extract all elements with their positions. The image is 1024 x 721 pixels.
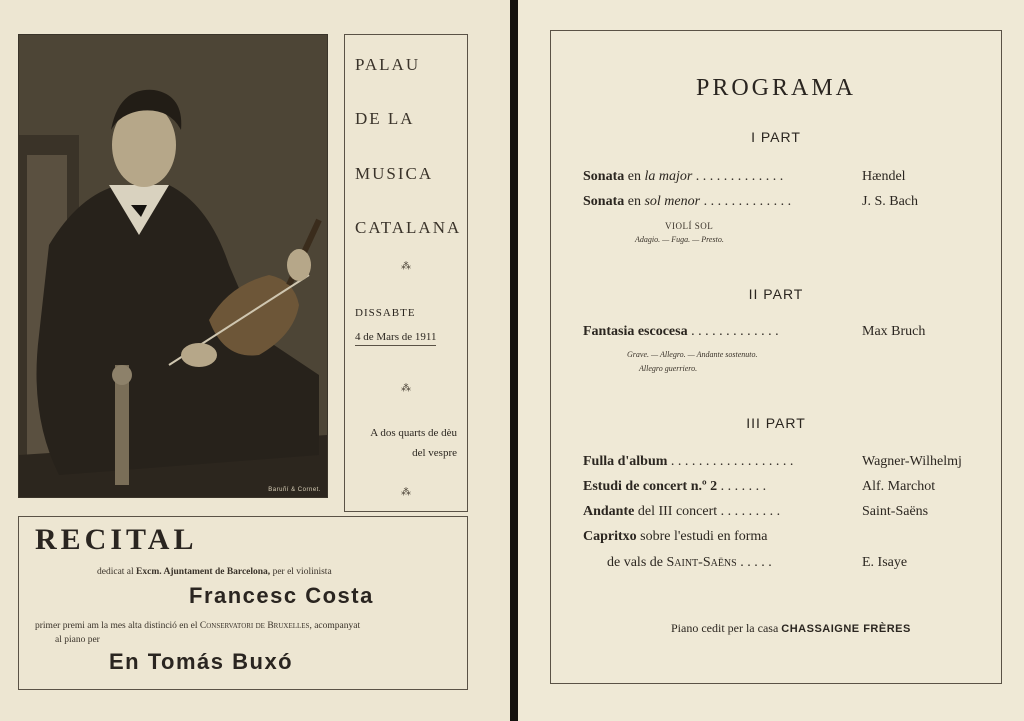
program-row	[583, 454, 967, 474]
pianist-name: En Tomás Buxó	[109, 649, 294, 674]
program-composer: Hændel	[862, 169, 906, 184]
venue-box	[344, 34, 468, 512]
program-row	[583, 169, 967, 189]
award-suffix: acompanyat	[314, 621, 361, 631]
piano-note-text: Piano cedit per la casa	[671, 621, 779, 635]
program-row	[583, 504, 967, 524]
program-composer: Max Bruch	[862, 324, 926, 339]
page-gutter	[510, 0, 518, 721]
venue-line-1: PALAU	[355, 55, 421, 74]
program-row	[583, 555, 967, 575]
violinist-name: Francesc Costa	[189, 583, 374, 608]
concert-date: 4 de Mars de 1911	[355, 331, 436, 346]
program-row	[583, 529, 967, 549]
dedication-suffix: per el violinista	[272, 567, 332, 577]
program-piece: Fulla d'album . . . . . . . . . . . . . . . . . .	[583, 454, 794, 469]
program-row	[583, 324, 967, 344]
part-2-movements-line-1: Grave. — Allegro. — Andante sostenuto.	[627, 350, 758, 359]
program-piece: Estudi de concert n.º 2 . . . . . . .	[583, 479, 767, 494]
recital-box	[18, 516, 468, 690]
piano-note	[671, 621, 911, 636]
ornament-1: ⁂	[401, 261, 411, 272]
part-2-title: II PART	[748, 286, 804, 302]
venue-line-4: CATALANA	[355, 218, 462, 237]
program-piece: de vals de Saint-Saëns . . . . .	[607, 555, 772, 570]
program-composer: Wagner-Wilhelmj	[862, 454, 962, 469]
dedication-line	[97, 567, 332, 577]
concert-time-line-1: A dos quarts de dèu	[370, 427, 457, 439]
program-composer: E. Isaye	[862, 555, 908, 570]
part-1-movements: Adagio. — Fuga. — Presto.	[635, 235, 724, 244]
program-composer: Alf. Marchot	[862, 479, 936, 494]
right-page	[518, 0, 1024, 721]
violinist-portrait-image	[19, 35, 327, 497]
concert-time-line-2: del vespre	[412, 447, 457, 459]
dedication-org: Excm. Ajuntament de Barcelona,	[136, 567, 271, 577]
program-piece: Andante del III concert . . . . . . . . .	[583, 504, 781, 519]
concert-day: DISSABTE	[355, 307, 416, 319]
part-3-title: III PART	[746, 415, 806, 431]
venue-line-3: MUSICA	[355, 164, 434, 183]
program-composer: Saint-Saëns	[862, 504, 929, 519]
program-piece: Sonata en sol menor . . . . . . . . . . . . .	[583, 194, 792, 209]
ornament-2: ⁂	[401, 383, 411, 394]
program-title: PROGRAMA	[695, 75, 857, 101]
photo-credit: Baruñí & Cornet.	[268, 487, 321, 493]
part-1-title: I PART	[751, 129, 801, 145]
award-line	[35, 621, 360, 631]
program-composer: J. S. Bach	[862, 194, 918, 209]
violinist-photo	[18, 34, 328, 498]
program-piece: Fantasia escocesa . . . . . . . . . . . . .	[583, 324, 779, 339]
award-prefix: primer premi am la mes alta distinció en el	[35, 621, 198, 631]
dedication-prefix: dedicat al	[97, 567, 134, 577]
program-piece: Sonata en la major . . . . . . . . . . . . .	[583, 169, 784, 184]
program-box	[550, 30, 1002, 684]
part-1-instrument: VIOLÍ SOL	[665, 221, 714, 231]
program-row	[583, 194, 967, 214]
award-institution: Conservatori de Bruxelles,	[199, 621, 312, 631]
piano-brand: CHASSAIGNE FRÈRES	[781, 623, 911, 635]
ornament-3: ⁂	[401, 487, 411, 498]
piano-by-line: al piano per	[55, 635, 100, 645]
recital-title: RECITAL	[35, 523, 198, 556]
program-piece: Capritxo sobre l'estudi en forma	[583, 529, 768, 544]
venue-line-2: DE LA	[355, 109, 415, 128]
left-page	[0, 0, 510, 721]
part-2-movements-line-2: Allegro guerriero.	[639, 364, 698, 373]
program-row	[583, 479, 967, 499]
